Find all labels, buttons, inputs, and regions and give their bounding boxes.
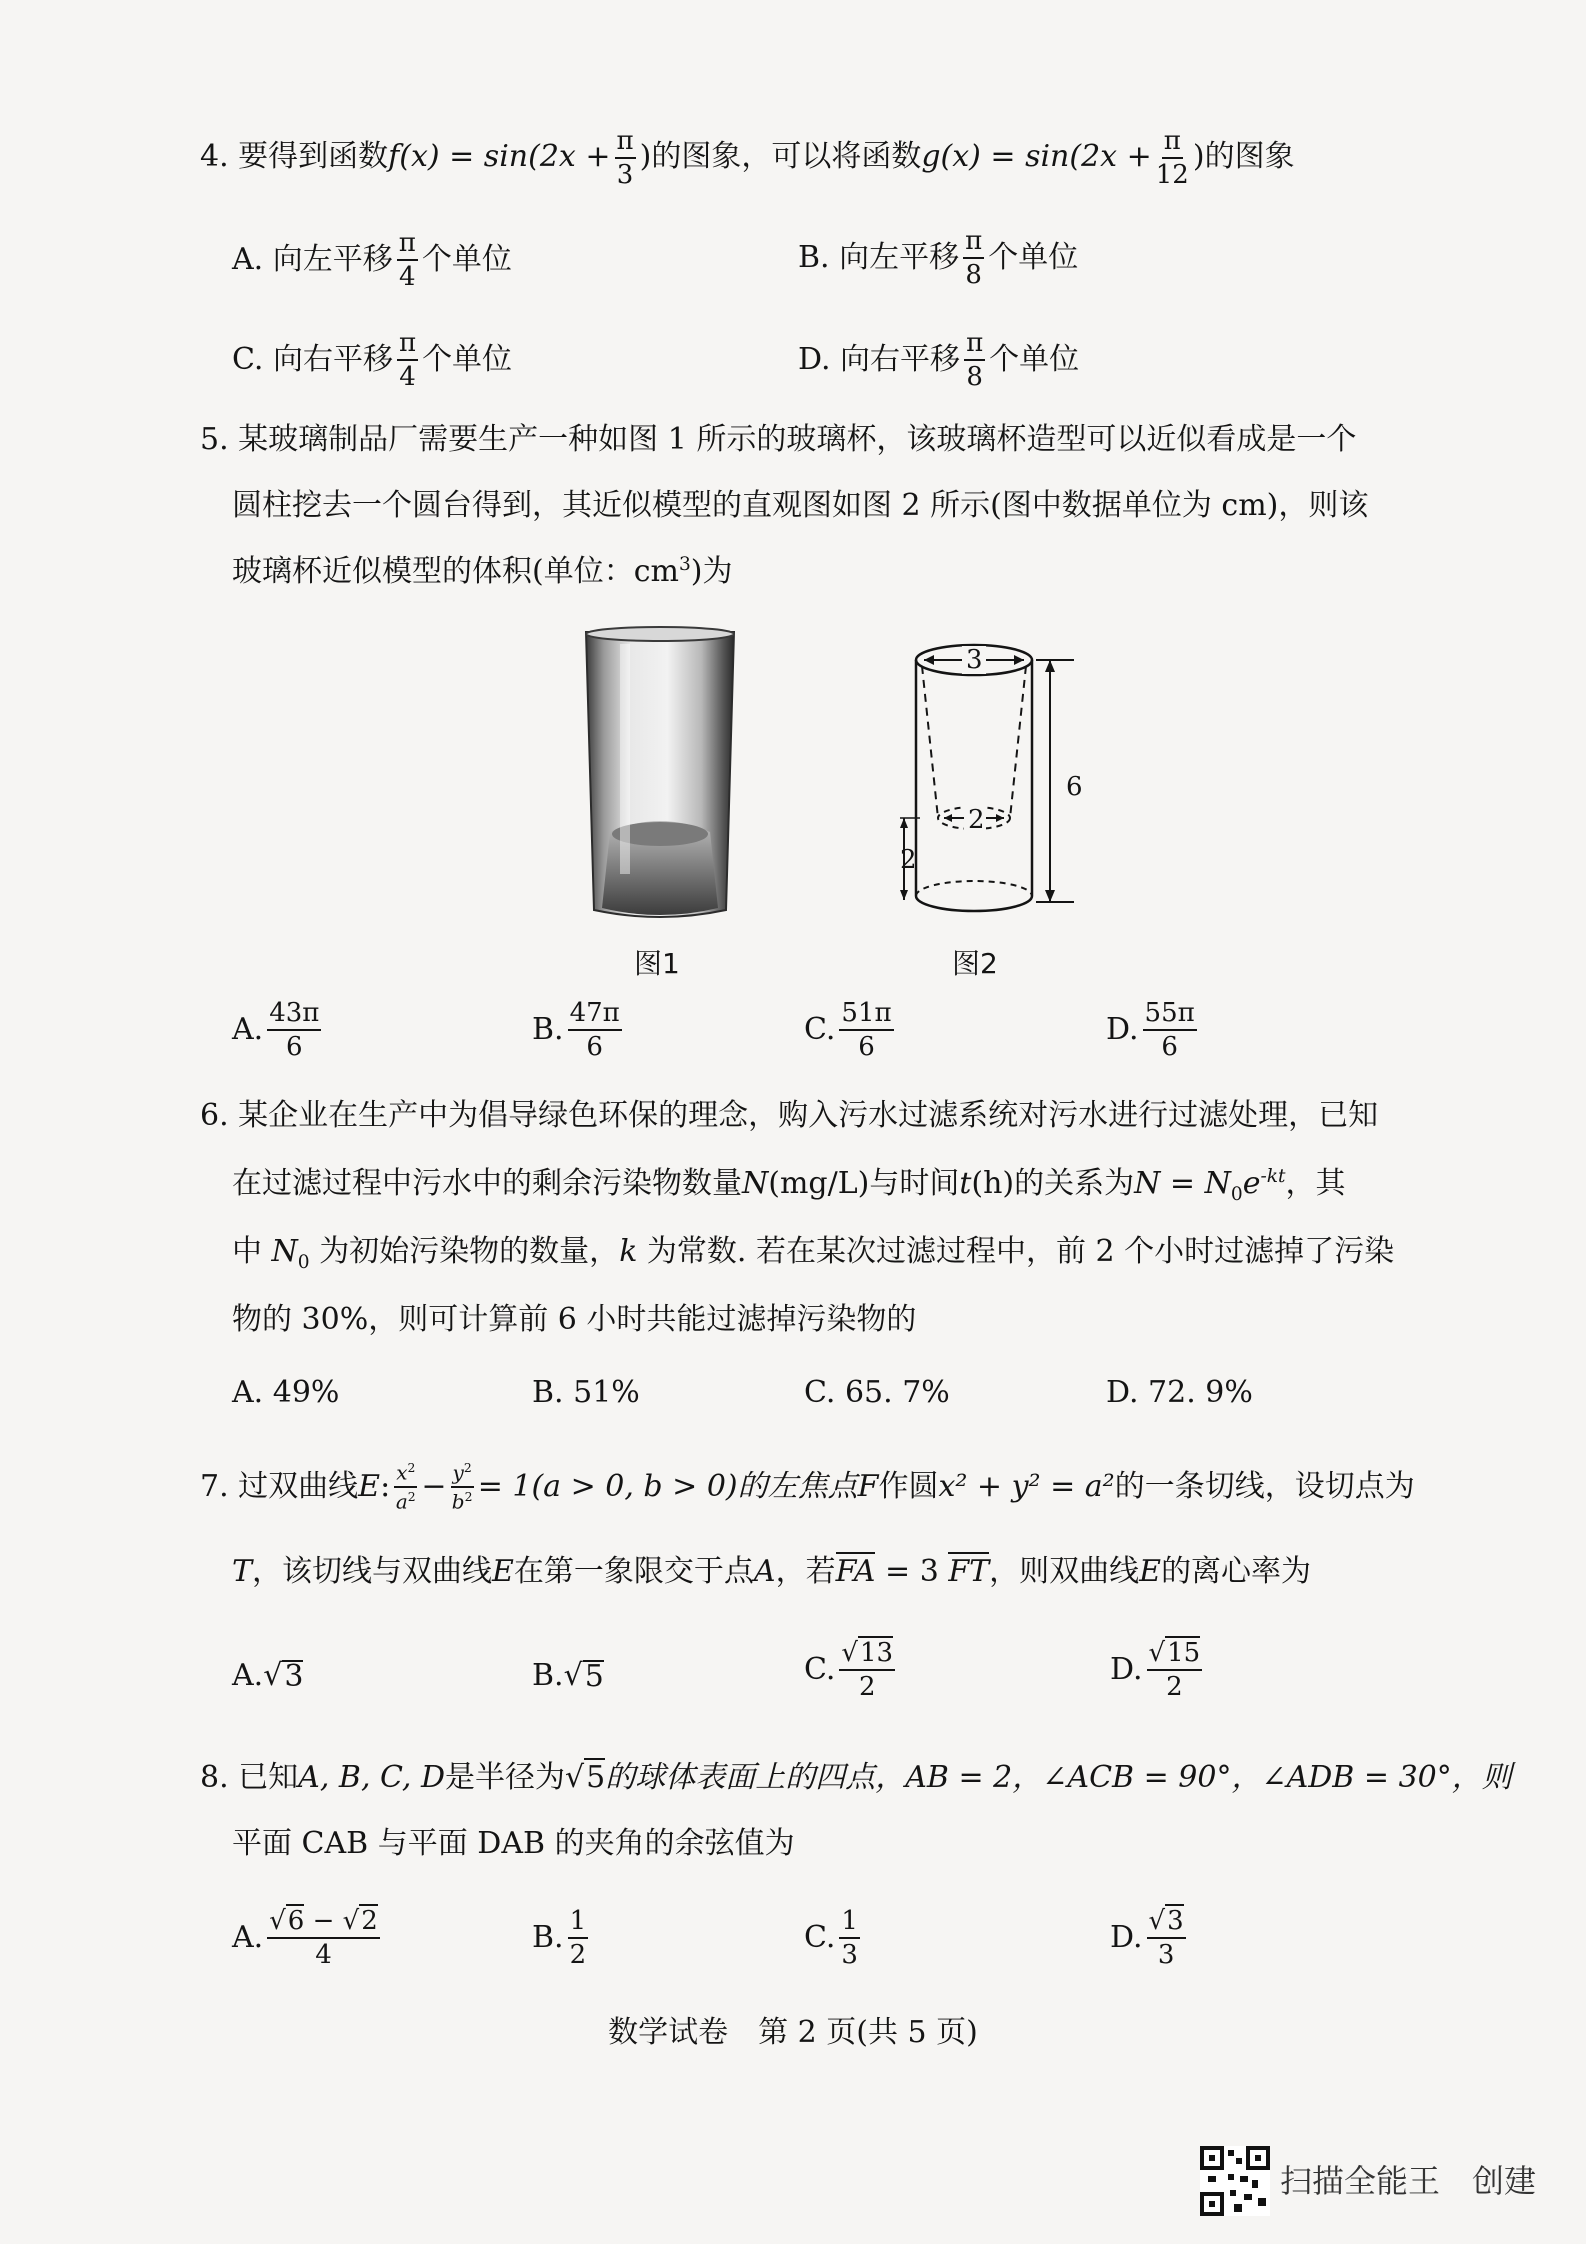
q6-line-3: 中 $N_0$ 为初始污染物的数量，k 为常数. 若在某次过滤过程中，前 2 个小时过滤掉了污染: [232, 1234, 1395, 1273]
q8-line-2: 平面 CAB 与平面 DAB 的夹角的余弦值为: [232, 1826, 795, 1861]
dim-height-label: 6: [1066, 772, 1083, 802]
q4-option-c[interactable]: C. 向右平移 $\frac{\pi}{4}$ 个单位: [232, 328, 513, 392]
q7-option-c[interactable]: C. $\frac{√13}{2}$: [804, 1638, 894, 1702]
dim-top-label: 3: [966, 645, 983, 675]
q5-line-3: 玻璃杯近似模型的体积(单位：$cm^3$)为: [232, 554, 733, 589]
q8-option-a[interactable]: A. $\frac{√6 - √2}{4}$: [232, 1906, 378, 1970]
q8-option-b[interactable]: B. $\frac{1}{2}$: [532, 1906, 587, 1970]
q7-line-1: 7. 过双曲线 E : $\frac{x^2}{a^2}$ − $\frac{y^2}{b^2}$ = 1(a > 0, b > 0)的左焦点 F 作圆 x² + y² = a² 的一条切线，设切点为: [200, 1460, 1415, 1514]
q6-line-1: 6. 某企业在生产中为倡导绿色环保的理念，购入污水过滤系统对污水进行过滤处理，已知: [200, 1098, 1379, 1133]
q6-option-d[interactable]: D. 72. 9%: [1106, 1375, 1253, 1410]
q6-option-a[interactable]: A. 49%: [232, 1375, 340, 1410]
q7-line-2: T，该切线与双曲线E在第一象限交于点A，若FA = 3 FT，则双曲线E的离心率为: [232, 1554, 1312, 1589]
glass-model-diagram: [900, 640, 1100, 930]
figure-1-label: 图1: [634, 947, 680, 980]
figure-2-label: 图2: [952, 947, 998, 980]
dim-bottom-label: 2: [900, 845, 917, 875]
q5-line-2: 圆柱挖去一个圆台得到，其近似模型的直观图如图 2 所示(图中数据单位为 cm)，则该: [232, 488, 1369, 523]
q7-option-d[interactable]: D. $\frac{√15}{2}$: [1110, 1638, 1201, 1702]
q7-option-b[interactable]: B. √ 5: [532, 1658, 604, 1694]
q5-line-1: 5. 某玻璃制品厂需要生产一种如图 1 所示的玻璃杯，该玻璃杯造型可以近似看成是一个: [200, 422, 1357, 457]
page-footer: 数学试卷 第 2 页(共 5 页): [608, 2015, 978, 2050]
q6-option-b[interactable]: B. 51%: [532, 1375, 640, 1410]
q4-option-d[interactable]: D. 向右平移 $\frac{\pi}{8}$ 个单位: [798, 328, 1080, 392]
scanner-brand-text: 扫描全能王 创建: [1280, 2162, 1537, 2200]
q5-option-d[interactable]: D. $\frac{55\pi}{6}$: [1106, 998, 1195, 1062]
qr-code-icon: [1200, 2146, 1270, 2216]
q4-option-a[interactable]: A. 向左平移 $\frac{\pi}{4}$ 个单位: [232, 228, 512, 292]
frustum-right-edge: [1010, 666, 1026, 818]
q7-option-a[interactable]: A. √ 3: [232, 1658, 304, 1694]
q8-option-d[interactable]: D. $\frac{√3}{3}$: [1110, 1906, 1184, 1970]
q6-option-c[interactable]: C. 65. 7%: [804, 1375, 950, 1410]
dim-inner-label: 2: [968, 805, 985, 835]
q4-option-b[interactable]: B. 向左平移 $\frac{\pi}{8}$ 个单位: [798, 226, 1079, 290]
q4-stem: 4. 要得到函数f(x) = sin(2x + $\frac{\pi}{3}$ )的图象，可以将函数g(x) = sin(2x + $\frac{\pi}{12}$ )的图象: [200, 126, 1295, 190]
q5-option-c[interactable]: C. $\frac{51\pi}{6}$: [804, 998, 892, 1062]
frustum-left-edge: [922, 666, 938, 818]
q8-line-1: 8. 已知A, B, C, D是半径为√5的球体表面上的四点，AB = 2，∠ACB = 90°，∠ADB = 30°，则: [200, 1760, 1512, 1795]
q5-option-a[interactable]: A. $\frac{43\pi}{6}$: [232, 998, 320, 1062]
q6-line-2: 在过滤过程中污水中的剩余污染物数量N(mg/L)与时间t(h)的关系为$N = N_0e^{-kt}$，其: [232, 1166, 1346, 1205]
q6-line-4: 物的 30%，则可计算前 6 小时共能过滤掉污染物的: [232, 1302, 917, 1337]
q5-option-b[interactable]: B. $\frac{47\pi}{6}$: [532, 998, 620, 1062]
q8-option-c[interactable]: C. $\frac{1}{3}$: [804, 1906, 858, 1970]
glass-photo: [580, 624, 740, 926]
